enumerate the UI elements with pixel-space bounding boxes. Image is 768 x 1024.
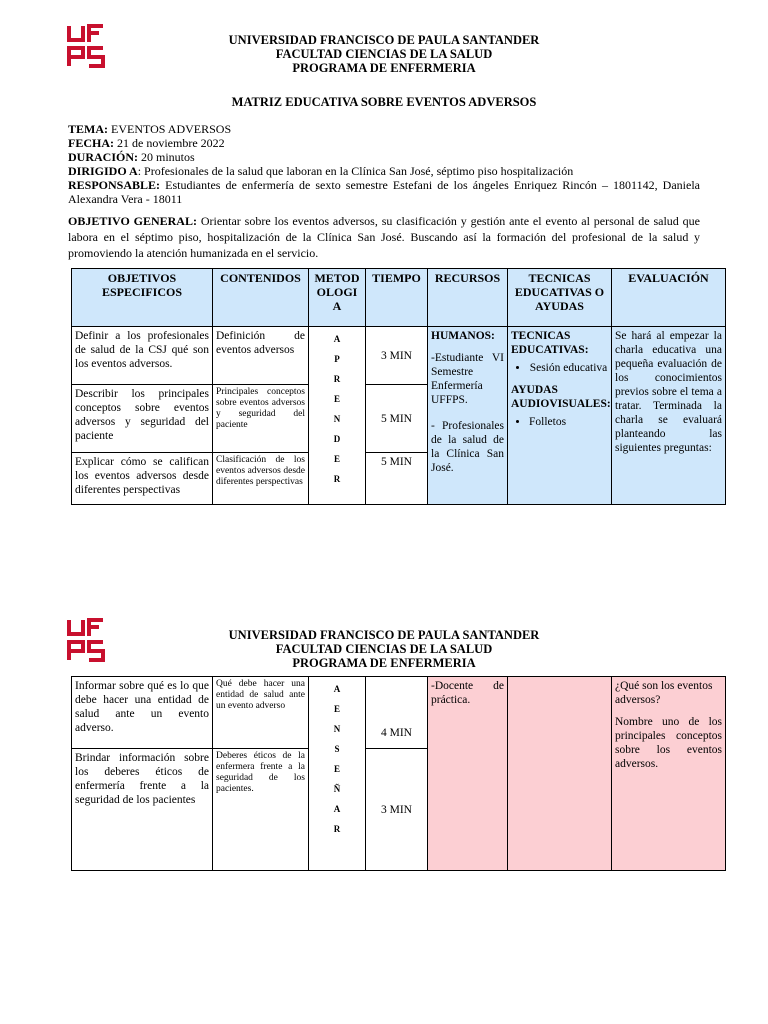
recursos-cell: -Docente de práctica.	[428, 677, 508, 871]
objetivo-cell: Describir los principales conceptos sobre eventos adversos y seguridad del paciente	[72, 385, 213, 453]
meta-duracion: DURACIÓN: 20 minutos	[68, 150, 195, 164]
program-name: PROGRAMA DE ENFERMERIA	[292, 61, 476, 75]
table-header-row	[72, 269, 726, 327]
meta-dirigido: DIRIGIDO A: Profesionales de la salud que laboran en la Clínica San José, séptimo piso hospitalización	[68, 164, 574, 178]
tecnicas-cell: TECNICAS EDUCATIVAS: • Sesión educativa AYUDAS AUDIOVISUALES: • Folletos	[508, 327, 612, 505]
header-contenidos: CONTENIDOS	[213, 269, 309, 327]
header-tiempo: TIEMPO	[366, 269, 428, 327]
tiempo-cell: 4 MIN	[366, 677, 428, 749]
table-row	[72, 677, 726, 749]
objetivo-general: OBJETIVO GENERAL: Orientar sobre los eventos adversos, su clasificación y gestión ante el evento al personal de salud que labora en el séptimo piso, hospitalización de la Clínica San José. Buscando así la formación del profesional de la salud y promoviendo la atención humanizada en el servicio.	[68, 214, 700, 260]
matrix-table-1	[71, 268, 726, 505]
meta-block	[68, 122, 700, 206]
tiempo-cell: 5 MIN	[366, 453, 428, 505]
program-name: PROGRAMA DE ENFERMERIA	[292, 656, 476, 670]
university-name: UNIVERSIDAD FRANCISCO DE PAULA SANTANDER	[228, 33, 540, 47]
objetivo-cell: Definir a los profesionales de salud de la CSJ qué son los eventos adversos.	[72, 327, 213, 385]
tiempo-cell: 3 MIN	[366, 327, 428, 385]
meta-fecha: FECHA: 21 de noviembre 2022	[68, 136, 225, 150]
contenido-cell: Clasificación de los eventos adversos desde diferentes perspectivas	[213, 453, 309, 505]
faculty-name: FACULTAD CIENCIAS DE LA SALUD	[275, 47, 493, 61]
faculty-name: FACULTAD CIENCIAS DE LA SALUD	[275, 642, 493, 656]
tiempo-cell: 5 MIN	[366, 385, 428, 453]
recursos-cell: HUMANOS: -Estudiante VI Semestre Enfermería UFFPS. - Profesionales de la salud de la Clínica San José.	[428, 327, 508, 505]
metodologia-cell: A P R E N D E R	[309, 327, 366, 505]
header-recursos: RECURSOS	[428, 269, 508, 327]
metodologia-cell: A E N S E Ñ A R	[309, 677, 366, 871]
document-title: MATRIZ EDUCATIVA SOBRE EVENTOS ADVERSOS	[231, 95, 537, 109]
contenido-cell: Definición de eventos adversos	[213, 327, 309, 385]
matrix-table-2	[71, 676, 726, 871]
header-objetivos: OBJETIVOS ESPECIFICOS	[72, 269, 213, 327]
objetivo-cell: Explicar cómo se califican los eventos adversos desde diferentes perspectivas	[72, 453, 213, 505]
contenido-cell: Qué debe hacer una entidad de salud ante un evento adverso	[213, 677, 309, 749]
header-metodologia: METOD OLOGI A	[309, 269, 366, 327]
tecnicas-cell	[508, 677, 612, 871]
header-evaluacion: EVALUACIÓN	[612, 269, 726, 327]
university-name: UNIVERSIDAD FRANCISCO DE PAULA SANTANDER	[228, 628, 540, 642]
objetivo-cell: Brindar información sobre los deberes éticos de enfermería frente a la seguridad de los pacientes	[72, 749, 213, 871]
tiempo-cell: 3 MIN	[366, 749, 428, 871]
evaluacion-cell: ¿Qué son los eventos adversos? Nombre uno de los principales conceptos sobre los eventos adversos.	[612, 677, 726, 871]
objetivo-cell: Informar sobre qué es lo que debe hacer una entidad de salud ante un evento adverso.	[72, 677, 213, 749]
contenido-cell: Deberes éticos de la enfermera frente a la seguridad de los pacientes.	[213, 749, 309, 871]
table-row	[72, 327, 726, 385]
contenido-cell: Principales conceptos sobre eventos adversos y seguridad del paciente	[213, 385, 309, 453]
meta-responsable: RESPONSABLE: Estudiantes de enfermería de sexto semestre Estefani de los ángeles Enriquez Rincón – 1801142, Daniela Alexandra Vera - 18011	[68, 178, 700, 206]
header-tecnicas: TECNICAS EDUCATIVAS O AYUDAS	[508, 269, 612, 327]
meta-tema: TEMA: EVENTOS ADVERSOS	[68, 122, 232, 136]
evaluacion-cell: Se hará al empezar la charla educativa una pequeña evaluación de los conocimientos previos sobre el tema a tratar. Terminada la charla se evaluará planteando las siguientes preguntas:	[612, 327, 726, 505]
